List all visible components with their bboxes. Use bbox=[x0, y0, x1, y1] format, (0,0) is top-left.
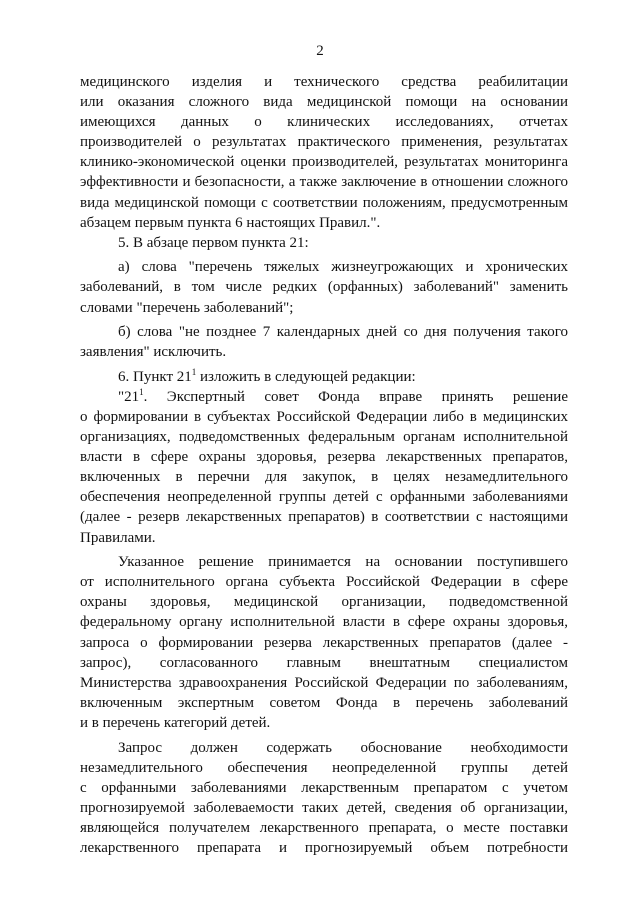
text-line: (далее - резерв лекарственных препаратов) в соответствии с настоящими bbox=[80, 509, 568, 526]
text-line: имеющихся данных о клинических исследованиях, отчетах bbox=[80, 114, 568, 131]
text-line: 5. В абзаце первом пункта 21: bbox=[118, 234, 309, 251]
text-line: абзацем первым пункта 6 настоящих Правил.". bbox=[80, 214, 381, 231]
text-line: незамедлительного обеспечения неопределенной группы детей bbox=[80, 759, 568, 776]
text-line: Министерства здравоохранения Российской Федерации по заболеваниям, bbox=[80, 674, 568, 691]
text-line: с орфанными заболеваниями лекарственным препаратом с учетом bbox=[80, 779, 568, 796]
page-number: 2 bbox=[316, 43, 324, 59]
text-line: словами "перечень заболеваний"; bbox=[80, 299, 294, 316]
text-line: от исполнительного органа субъекта Российской Федерации в сфере bbox=[80, 574, 568, 591]
text-line: обеспечения неопределенной группы детей с орфанными заболеваниями bbox=[80, 489, 568, 506]
document-body bbox=[80, 72, 568, 858]
text-line: и в перечень категорий детей. bbox=[80, 714, 271, 731]
text-line: клинико-экономической оценки производителей, результатах мониторинга bbox=[80, 154, 568, 171]
text-line: запрос), согласованного главным внештатным специалистом bbox=[80, 654, 568, 671]
paragraph bbox=[80, 318, 568, 363]
text-line: Правилами. bbox=[80, 529, 156, 546]
paragraph bbox=[80, 733, 568, 858]
text-line: прогнозируемой заболеваемости таких детей, сведения об организации, bbox=[80, 799, 568, 816]
text-line: запроса о формировании резерва лекарственных препаратов (далее - bbox=[80, 634, 568, 651]
text-line: заболеваний, в том числе редких (орфанных) заболеваний" заменить bbox=[80, 279, 568, 296]
paragraph bbox=[80, 548, 568, 733]
paragraph bbox=[80, 233, 568, 253]
text-fragment: изложить в следующей редакции: bbox=[196, 368, 416, 385]
text-line: б) слова "не позднее 7 календарных дней со дня получения такого bbox=[118, 324, 568, 341]
text-fragment: "21 bbox=[118, 388, 140, 405]
text-line: охраны здоровья, медицинской организации, подведомственной bbox=[80, 594, 568, 611]
text-line: медицинского изделия и технического средства реабилитации bbox=[80, 74, 568, 90]
text-line: федеральному органу исполнительной власти в сфере охраны здоровья, bbox=[80, 614, 568, 631]
text-line: включенным экспертным советом Фонда в перечень заболеваний bbox=[80, 694, 568, 711]
paragraph bbox=[80, 387, 568, 548]
text-line: организациях, подведомственных федеральным органам исполнительной bbox=[80, 429, 568, 446]
text-line bbox=[80, 367, 568, 387]
text-line: включенных в перечни для закупок, в целях незамедлительного bbox=[80, 469, 568, 486]
text-line bbox=[80, 387, 568, 407]
text-line: а) слова "перечень тяжелых жизнеугрожающих и хронических bbox=[118, 259, 568, 276]
paragraph bbox=[80, 253, 568, 318]
text-fragment: . Экспертный совет Фонда вправе принять решение bbox=[143, 388, 568, 405]
text-line: заявления" исключить. bbox=[80, 344, 227, 361]
paragraph bbox=[80, 72, 568, 233]
text-line: Запрос должен содержать обоснование необходимости bbox=[118, 739, 568, 756]
text-line: производителей о результатах практического применения, результатах bbox=[80, 134, 568, 151]
text-line: лекарственного препарата и прогнозируемый объем потребности bbox=[80, 839, 568, 856]
text-line: эффективности и безопасности, а также заключение в отношении сложного bbox=[80, 174, 568, 191]
text-line: Указанное решение принимается на основании поступившего bbox=[118, 554, 568, 571]
text-line: о формировании в субъектах Российской Федерации либо в медицинских bbox=[80, 409, 568, 425]
text-line: являющейся получателем лекарственного препарата, о месте поставки bbox=[80, 819, 568, 836]
superscript: 1 bbox=[139, 386, 144, 397]
text-line: власти в сфере охраны здоровья, резерва лекарственных препаратов, bbox=[80, 449, 568, 466]
text-fragment: 6. Пункт 21 bbox=[118, 368, 192, 385]
paragraph bbox=[80, 362, 568, 387]
superscript: 1 bbox=[191, 366, 197, 377]
text-line: или оказания сложного вида медицинской помощи на основании bbox=[80, 94, 568, 111]
text-line: вида медицинской помощи с соответствии положениям, предусмотренным bbox=[80, 194, 568, 211]
